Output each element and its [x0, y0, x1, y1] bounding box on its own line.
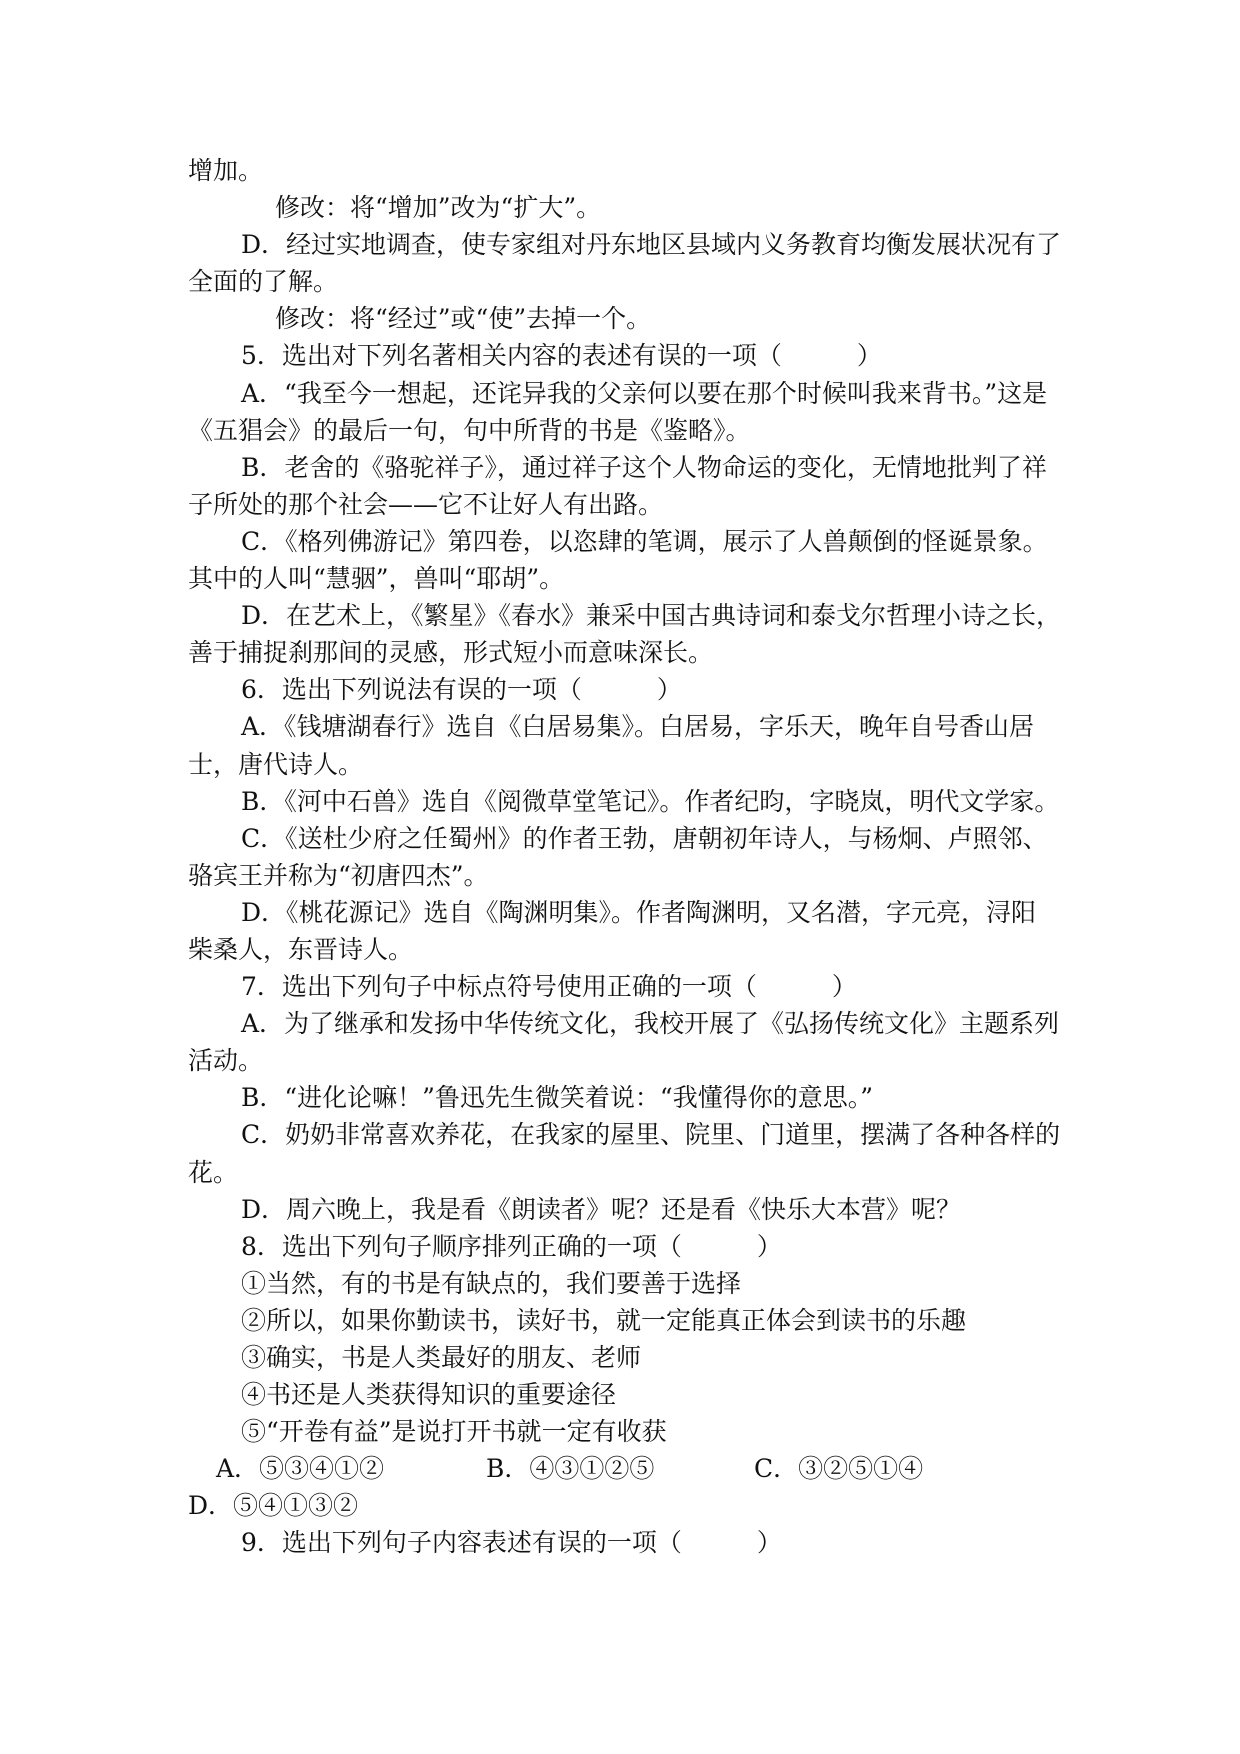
sentence-item: ②所以，如果你勤读书，读好书，就一定能真正体会到读书的乐趣 — [241, 1305, 967, 1335]
sentence-item: ③确实，书是人类最好的朋友、老师 — [241, 1343, 642, 1372]
text-line: 增加。 — [188, 156, 264, 185]
text-line: 花。 — [188, 1157, 239, 1187]
option-c: C．奶奶非常喜欢养花，在我家的屋里、院里、门道里，摆满了各种各样的 — [241, 1120, 1061, 1150]
sentence-item: ④书还是人类获得知识的重要途径 — [241, 1380, 617, 1410]
question-5: 5．选出对下列名著相关内容的表述有误的一项（ ） — [241, 341, 882, 371]
text-line: 其中的人叫“慧骃”，兽叫“耶胡”。 — [188, 564, 565, 594]
option-b: B．“进化论嘛！”鲁迅先生微笑着说：“我懂得你的意思。” — [241, 1083, 873, 1113]
option-b: B．老舍的《骆驼祥子》，通过祥子这个人物命运的变化，无情地批判了祥 — [241, 452, 1047, 482]
text-line: 骆宾王并称为“初唐四杰”。 — [188, 860, 489, 890]
text-line: 《五猖会》的最后一句，句中所背的书是《鉴略》。 — [188, 415, 751, 445]
text-line: 善于捕捉刹那间的灵感，形式短小而意味深长。 — [188, 638, 714, 668]
option-a: A．“我至今一想起，还诧异我的父亲何以要在那个时候叫我来背书。”这是 — [241, 378, 1048, 408]
option-c: C．《送杜少府之任蜀州》的作者王勃，唐朝初年诗人，与杨炯、卢照邻、 — [241, 823, 1048, 853]
option-d: D．在艺术上，《繁星》《春水》兼采中国古典诗词和泰戈尔哲理小诗之长， — [241, 601, 1062, 631]
option-d: D．经过实地调查，使专家组对丹东地区县域内义务教育均衡发展状况有了 — [241, 230, 1062, 260]
question-6: 6．选出下列说法有误的一项（ ） — [241, 675, 682, 705]
option-a: A．《钱塘湖春行》选自《白居易集》。白居易，字乐天，晚年自号香山居 — [241, 712, 1035, 742]
text-line: 子所处的那个社会——它不让好人有出路。 — [188, 489, 664, 519]
text-line: 全面的了解。 — [188, 267, 339, 297]
question-9: 9．选出下列句子内容表述有误的一项（ ） — [241, 1528, 782, 1558]
text-line: 士，唐代诗人。 — [188, 749, 364, 779]
question-8: 8．选出下列句子顺序排列正确的一项（ ） — [241, 1231, 782, 1261]
option-d: D．周六晚上，我是看《朗读者》呢？还是看《快乐大本营》呢？ — [241, 1194, 962, 1224]
answer-option-d: D．⑤④①③② — [188, 1491, 359, 1521]
sentence-item: ①当然，有的书是有缺点的，我们要善于选择 — [241, 1268, 742, 1298]
answer-option-b: B．④③①②⑤ — [486, 1454, 655, 1484]
answer-options-row — [188, 1450, 1053, 1487]
answer-option-a: A．⑤③④①② — [216, 1454, 385, 1484]
sentence-item: ⑤“开卷有益”是说打开书就一定有收获 — [241, 1417, 667, 1447]
document-body — [188, 152, 1062, 1562]
option-c: C．《格列佛游记》第四卷，以恣肆的笔调，展示了人兽颠倒的怪诞景象。 — [241, 526, 1048, 556]
revision-note: 修改：将“增加”改为“扩大”。 — [275, 193, 602, 223]
text-line: 柴桑人，东晋诗人。 — [188, 934, 414, 964]
revision-note: 修改：将“经过”或“使”去掉一个。 — [275, 304, 652, 334]
option-a: A．为了继承和发扬中华传统文化，我校开展了《弘扬传统文化》主题系列 — [241, 1009, 1060, 1039]
answer-option-c: C．③②⑤①④ — [754, 1454, 924, 1484]
text-line: 活动。 — [188, 1046, 264, 1076]
option-d: D．《桃花源记》选自《陶渊明集》。作者陶渊明，又名潜，字元亮，浔阳 — [241, 897, 1037, 927]
question-7: 7．选出下列句子中标点符号使用正确的一项（ ） — [241, 972, 857, 1002]
option-b: B．《河中石兽》选自《阅微草堂笔记》。作者纪昀，字晓岚，明代文学家。 — [241, 786, 1060, 816]
